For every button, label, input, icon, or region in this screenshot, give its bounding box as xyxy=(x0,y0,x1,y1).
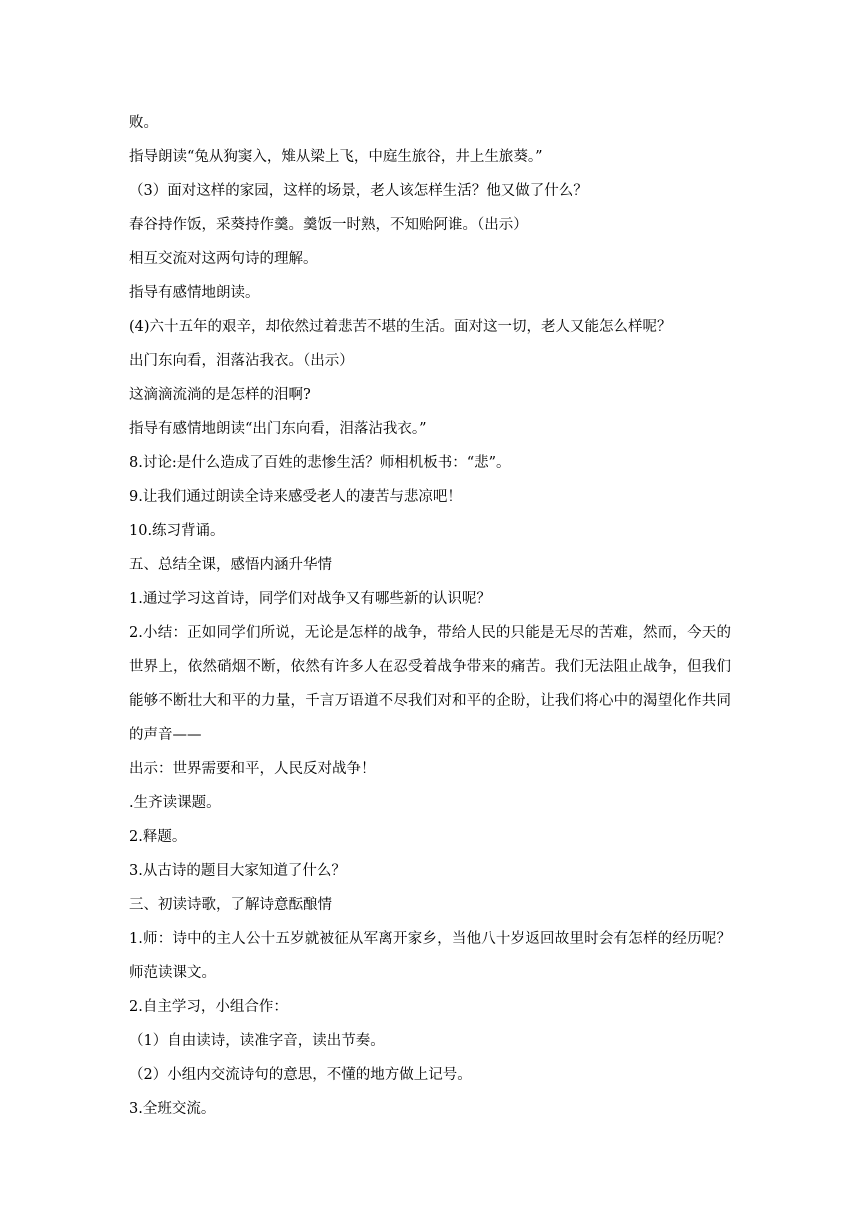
text-line: （3）面对这样的家园，这样的场景，老人该怎样生活？他又做了什么？ xyxy=(129,183,588,199)
text-line: .生齐读课题。 xyxy=(129,795,221,811)
text-line: 春谷持作饭，采葵持作羹。羹饭一时熟，不知贻阿谁。（出示） xyxy=(129,217,528,233)
text-line: 出门东向看，泪落沾我衣。（出示） xyxy=(129,353,354,369)
text-line: 3.全班交流。 xyxy=(129,1101,216,1117)
text-line: （2）小组内交流诗句的意思，不懂的地方做上记号。 xyxy=(129,1067,472,1083)
text-line: 败。 xyxy=(129,115,158,131)
text-line: 这滴滴流淌的是怎样的泪啊? xyxy=(129,387,311,403)
text-line: 指导有感情地朗读。 xyxy=(129,285,260,301)
text-line: 相互交流对这两句诗的理解。 xyxy=(129,251,318,267)
section-heading: 五、总结全课，感悟内涵升华情 xyxy=(129,557,332,573)
text-line: (4)六十五年的艰辛，却依然过着悲苦不堪的生活。面对这一切，老人又能怎么样呢？ xyxy=(129,319,672,335)
text-line: 9.让我们通过朗读全诗来感受老人的凄苦与悲凉吧！ xyxy=(129,489,462,505)
text-line: 3.从古诗的题目大家知道了什么？ xyxy=(129,863,346,879)
teacher-paragraph: 1.师：诗中的主人公十五岁就被征从军离开家乡，当他八十岁返回故里时会有怎样的经历呢？师范读课文。 xyxy=(129,931,731,981)
section-heading: 三、初读诗歌，了解诗意酝酿情 xyxy=(129,897,332,913)
text-line: 8.讨论:是什么造成了百姓的悲惨生活？师相机板书：“悲”。 xyxy=(129,455,511,471)
text-line: 指导朗读“兔从狗窦入，雉从梁上飞，中庭生旅谷，井上生旅葵。” xyxy=(129,149,543,165)
text-line: 1.通过学习这首诗，同学们对战争又有哪些新的认识呢？ xyxy=(129,591,491,607)
summary-paragraph: 2.小结：正如同学们所说，无论是怎样的战争，带给人民的只能是无尽的苦难，然而，今天的世界上，依然硝烟不断，依然有许多人在忍受着战争带来的痛苦。我们无法阻止战争，但我们能够不断壮大和平的力量，千言万语道不尽我们对和平的企盼，让我们将心中的渴望化作共同的声音—— xyxy=(129,625,731,743)
text-line: 10.练习背诵。 xyxy=(129,523,225,539)
text-line: 2.释题。 xyxy=(129,829,187,845)
text-line: （1）自由读诗，读准字音，读出节奏。 xyxy=(129,1033,385,1049)
text-line: 出示：世界需要和平，人民反对战争！ xyxy=(129,761,376,777)
text-line: 指导有感情地朗读“出门东向看，泪落沾我衣。” xyxy=(129,421,427,437)
document-body xyxy=(129,106,731,1126)
text-line: 2.自主学习，小组合作： xyxy=(129,999,288,1015)
